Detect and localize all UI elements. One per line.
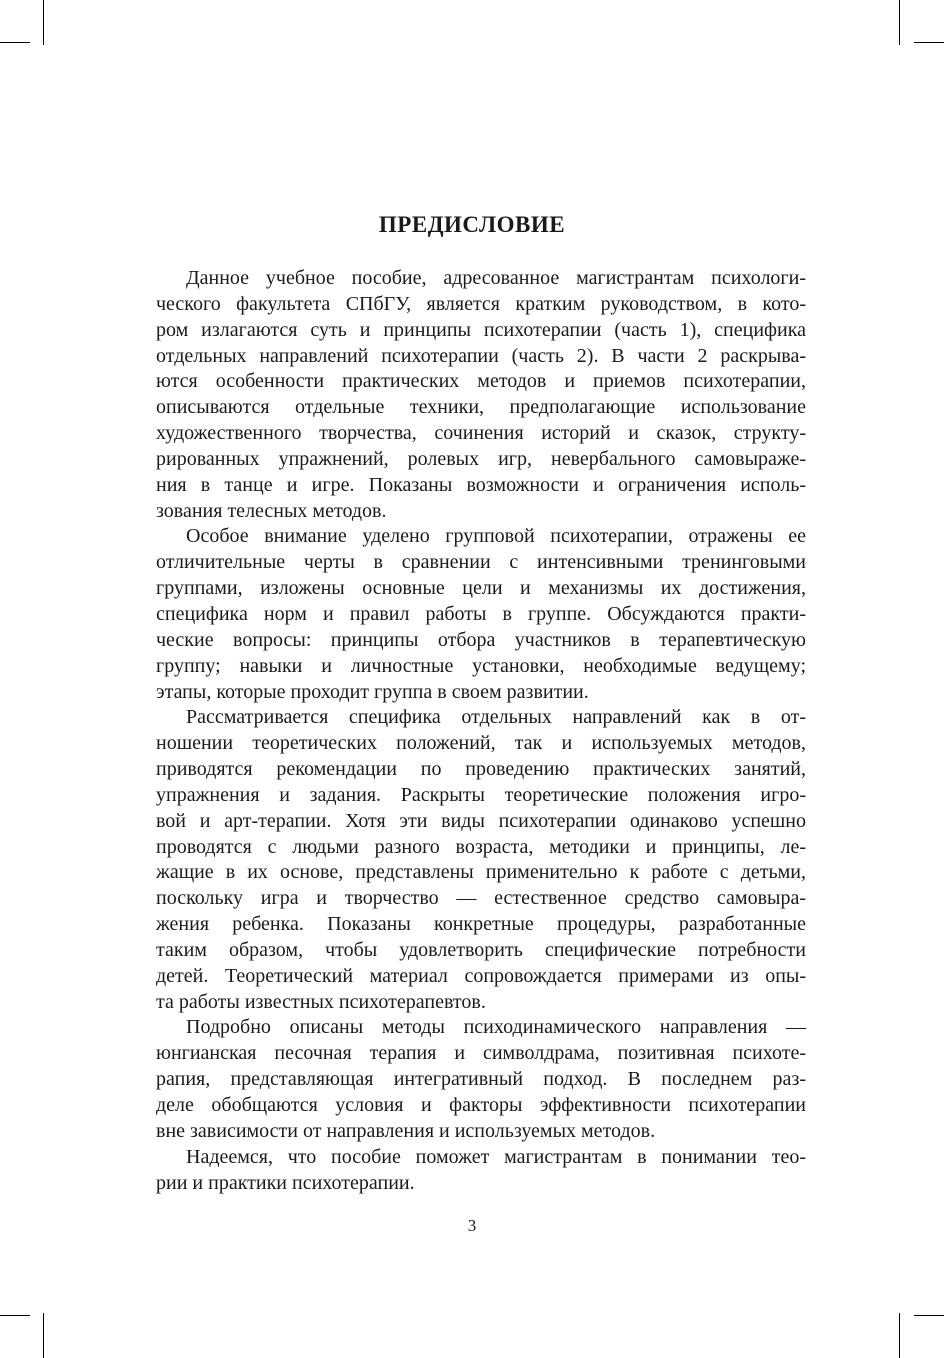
text-line: группами, изложены основные цели и механизмы их достижения, — [156, 577, 806, 600]
text-line: ром излагаются суть и принципы психотерапии (часть 1), специфика — [156, 318, 806, 341]
text-line: таким образом, чтобы удовлетворить специфические потребности — [156, 938, 806, 961]
text-line: проводятся с людьми разного возраста, методики и принципы, ле- — [156, 835, 806, 858]
crop-mark-top-right — [899, 0, 900, 45]
text-line: Подробно описаны методы психодинамического направления — — [186, 1016, 806, 1039]
text-line: описываются отдельные техники, предполагающие использование — [156, 396, 806, 419]
text-line: ния в танце и игре. Показаны возможности и ограничения исполь- — [156, 473, 806, 496]
crop-mark-top-left-horizontal — [0, 42, 30, 43]
crop-mark-bottom-right-horizontal — [914, 1315, 944, 1316]
page-title: ПРЕДИСЛОВИЕ — [378, 212, 566, 237]
crop-mark-top-right-horizontal — [914, 42, 944, 43]
text-line: поскольку игра и творчество — естественное средство самовыра- — [156, 887, 806, 910]
text-line: Рассматривается специфика отдельных направлений как в от- — [186, 706, 806, 729]
body-text — [156, 266, 806, 1196]
text-line: художественного творчества, сочинения историй и сказок, структу- — [156, 422, 806, 445]
crop-mark-top-left — [43, 0, 44, 45]
paragraph — [156, 705, 806, 1015]
text-line: зования телесных методов. — [156, 499, 387, 522]
text-line: Особое внимание уделено групповой психотерапии, отражены ее — [186, 525, 806, 548]
paragraph — [156, 524, 806, 705]
crop-mark-bottom-right — [899, 1313, 900, 1358]
text-line: ются особенности практических методов и приемов психотерапии, — [156, 370, 806, 393]
text-line: та работы известных психотерапевтов. — [156, 990, 486, 1013]
text-line: жащие в их основе, представлены применительно к работе с детьми, — [156, 861, 806, 884]
text-line: юнгианская песочная терапия и символдрама, позитивная психоте- — [156, 1042, 806, 1065]
text-line: жения ребенка. Показаны конкретные процедуры, разработанные — [156, 913, 806, 936]
text-line: приводятся рекомендации по проведению практических занятий, — [156, 758, 806, 781]
text-line: отдельных направлений психотерапии (часть 2). В части 2 раскрыва- — [156, 344, 806, 367]
text-line: вне зависимости от направления и используемых методов. — [156, 1119, 656, 1142]
text-line: Данное учебное пособие, адресованное магистрантам психологи- — [186, 267, 806, 289]
text-line: ческого факультета СПбГУ, является кратким руководством, в кото- — [156, 292, 806, 315]
text-line: специфика норм и правил работы в группе. Обсуждаются практи- — [156, 602, 806, 625]
text-line: ческие вопросы: принципы отбора участников в терапевтическую — [156, 628, 806, 651]
text-line: этапы, которые проходит группа в своем развитии. — [156, 680, 589, 703]
text-line: ношении теоретических положений, так и используемых методов, — [156, 732, 806, 755]
paragraph — [156, 1015, 806, 1144]
page-number: 3 — [467, 1216, 477, 1235]
text-line: рапия, представляющая интегративный подход. В последнем раз- — [156, 1068, 806, 1091]
text-line: отличительные черты в сравнении с интенсивными тренинговыми — [156, 551, 806, 574]
text-line: группу; навыки и личностные установки, необходимые ведущему; — [156, 654, 806, 677]
text-line: рии и практики психотерапии. — [156, 1171, 415, 1194]
text-line: вой и арт-терапии. Хотя эти виды психотерапии одинаково успешно — [156, 809, 806, 832]
crop-mark-bottom-left-horizontal — [0, 1315, 30, 1316]
crop-mark-bottom-left — [43, 1313, 44, 1358]
text-line: деле обобщаются условия и факторы эффективности психотерапии — [156, 1094, 806, 1116]
text-line: рированных упражнений, ролевых игр, невербального самовыраже- — [156, 447, 806, 470]
text-line: детей. Теоретический материал сопровождается примерами из опы- — [156, 964, 806, 987]
text-line: упражнения и задания. Раскрыты теоретические положения игро- — [156, 783, 806, 806]
paragraph — [156, 1145, 806, 1197]
paragraph — [156, 266, 806, 524]
text-line: Надеемся, что пособие поможет магистрантам в понимании тео- — [186, 1145, 806, 1168]
